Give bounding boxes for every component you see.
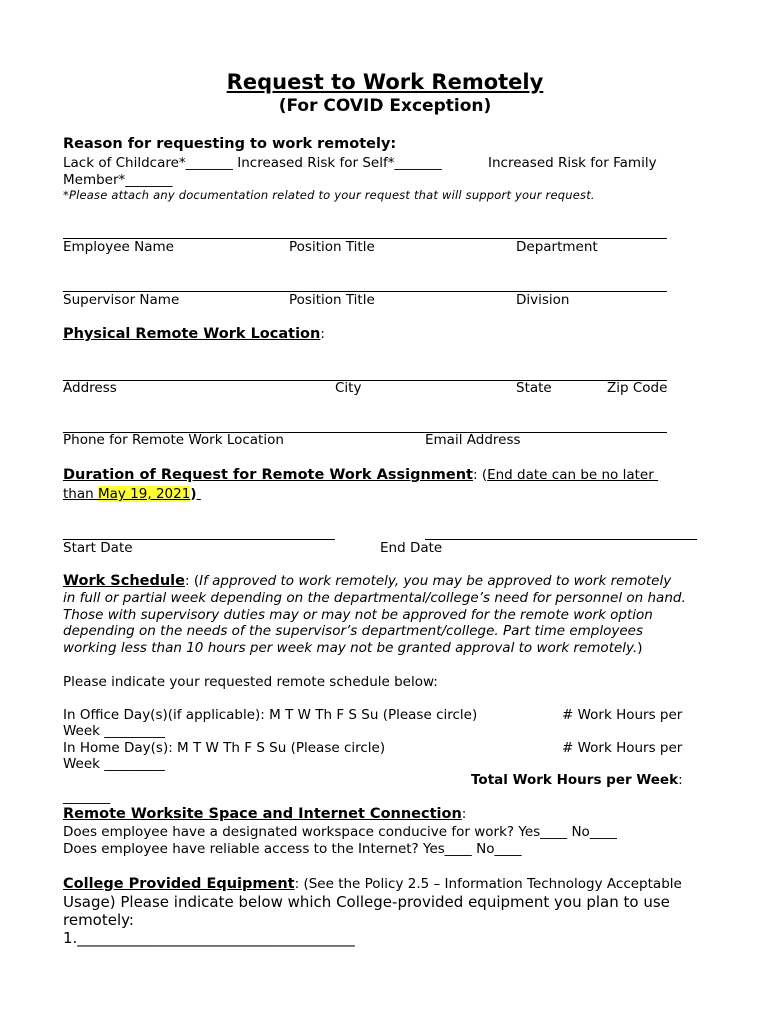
total-hours-wrap bbox=[471, 772, 683, 788]
office-days-line[interactable]: In Office Day(s)(if applicable): M T W Th F S Su (Please circle) bbox=[63, 707, 478, 723]
page-subtitle: (For COVID Exception) bbox=[278, 96, 492, 116]
division-label: Division bbox=[516, 292, 570, 308]
internet-question[interactable]: Does employee have reliable access to the Internet? Yes____ No____ bbox=[63, 841, 522, 857]
location-heading-wrap bbox=[63, 326, 325, 342]
total-hours-blank[interactable]: _______ bbox=[63, 789, 111, 805]
duration-heading: Duration of Request for Remote Work Assignment bbox=[63, 467, 473, 483]
schedule-line5 bbox=[63, 640, 643, 656]
duration-close-paren: ) bbox=[190, 486, 197, 502]
schedule-text-2: in full or partial week depending on the departmental/college’s need for personnel on hand. bbox=[63, 590, 686, 606]
total-hours-label: Total Work Hours per Week bbox=[471, 772, 679, 788]
page-title: Request to Work Remotely bbox=[226, 70, 544, 94]
duration-note-line2 bbox=[63, 486, 201, 502]
supervisor-position-title-label: Position Title bbox=[289, 292, 375, 308]
state-label: State bbox=[516, 380, 552, 396]
equipment-line2: Usage) Please indicate below which College-provided equipment you plan to use bbox=[63, 893, 670, 911]
end-date-label: End Date bbox=[380, 540, 443, 556]
equipment-heading: College Provided Equipment bbox=[63, 876, 295, 892]
office-hours-label: # Work Hours per bbox=[562, 707, 683, 723]
address-line[interactable] bbox=[63, 380, 667, 381]
schedule-text-4: depending on the needs of the supervisor’s department/college. Part time employees bbox=[63, 623, 643, 639]
internet-colon: : bbox=[461, 806, 467, 822]
workspace-question[interactable]: Does employee have a designated workspace conducive for work? Yes____ No____ bbox=[63, 824, 617, 840]
location-heading: Physical Remote Work Location bbox=[63, 326, 321, 342]
documentation-note: *Please attach any documentation related to your request that will support your request. bbox=[63, 188, 595, 202]
position-title-label: Position Title bbox=[289, 239, 375, 255]
phone-label: Phone for Remote Work Location bbox=[63, 432, 284, 448]
duration-note: End date can be no later bbox=[487, 467, 654, 483]
schedule-text-3: Those with supervisory duties may or may not be approved for the remote work option bbox=[63, 607, 653, 623]
total-hours-colon: : bbox=[678, 772, 683, 788]
start-date-label: Start Date bbox=[63, 540, 133, 556]
equipment-line3: remotely: bbox=[63, 911, 134, 929]
schedule-text-5: working less than 10 hours per week may not be granted approval to work remotely. bbox=[63, 640, 638, 656]
employee-name-label: Employee Name bbox=[63, 239, 174, 255]
duration-deadline-date: May 19, 2021 bbox=[97, 486, 191, 502]
schedule-text-1: If approved to work remotely, you may be approved to work remotely bbox=[199, 573, 672, 589]
duration-note-than: than bbox=[63, 486, 98, 502]
schedule-heading: Work Schedule bbox=[63, 573, 185, 589]
home-week-blank[interactable]: Week _________ bbox=[63, 756, 166, 772]
reason-option-family-blank[interactable]: Member*_______ bbox=[63, 172, 173, 188]
office-week-blank[interactable]: Week _________ bbox=[63, 723, 166, 739]
city-label: City bbox=[335, 380, 362, 396]
schedule-line1 bbox=[63, 573, 671, 589]
schedule-close-paren: ) bbox=[637, 640, 643, 656]
reason-heading: Reason for requesting to work remotely: bbox=[63, 136, 397, 152]
equipment-policy-ref: : (See the Policy 2.5 – Information Technology Acceptable bbox=[294, 876, 682, 892]
department-label: Department bbox=[516, 239, 598, 255]
location-heading-colon: : bbox=[320, 326, 325, 342]
equipment-item-1[interactable]: 1._____________________________________ bbox=[63, 929, 355, 947]
duration-colon: : ( bbox=[472, 467, 488, 483]
reason-options-line1[interactable]: Lack of Childcare*_______ Increased Risk for Self*_______ bbox=[63, 155, 442, 171]
email-label: Email Address bbox=[425, 432, 521, 448]
reason-option-family[interactable]: Increased Risk for Family bbox=[488, 155, 657, 171]
schedule-colon: : ( bbox=[184, 573, 200, 589]
equipment-line1 bbox=[63, 876, 682, 892]
zip-code-label: Zip Code bbox=[607, 380, 668, 396]
supervisor-name-label: Supervisor Name bbox=[63, 292, 180, 308]
internet-heading-wrap bbox=[63, 806, 466, 822]
end-date-line[interactable] bbox=[425, 539, 697, 540]
duration-heading-wrap bbox=[63, 467, 658, 483]
schedule-instruction: Please indicate your requested remote schedule below: bbox=[63, 674, 438, 690]
home-hours-label: # Work Hours per bbox=[562, 740, 683, 756]
home-days-line[interactable]: In Home Day(s): M T W Th F S Su (Please circle) bbox=[63, 740, 386, 756]
internet-heading: Remote Worksite Space and Internet Connection bbox=[63, 806, 462, 822]
address-label: Address bbox=[63, 380, 117, 396]
